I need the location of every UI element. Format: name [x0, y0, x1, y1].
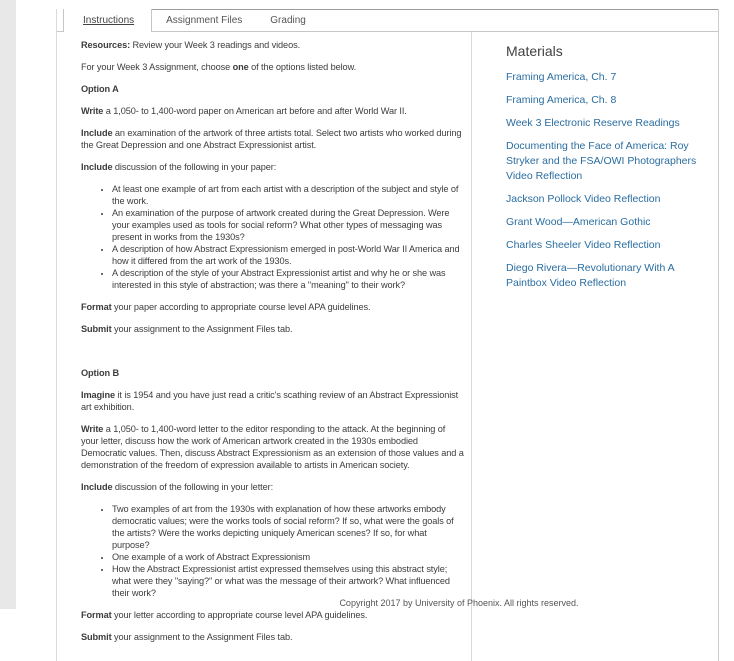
format-text: your paper according to appropriate course level APA guidelines. — [111, 302, 371, 312]
option-a-heading: Option A — [81, 84, 119, 94]
option-b-submit-paragraph — [81, 631, 465, 643]
option-b-imagine-paragraph — [81, 389, 465, 413]
include-text: discussion of the following in your letter: — [112, 482, 274, 492]
material-link-week-3-electronic-reserve-readings[interactable]: Week 3 Electronic Reserve Readings — [506, 117, 680, 129]
imagine-text: it is 1954 and you have just read a critic's scathing review of an Abstract Expressionist art exhibition. — [81, 390, 459, 412]
bullet-item: • At least one example of art from each artist with a description of the subject and style of the work. — [112, 183, 465, 207]
option-b-format-paragraph — [81, 609, 465, 621]
intro-post: of the options listed below. — [248, 62, 357, 72]
resources-paragraph — [81, 39, 465, 51]
format-label: Format — [81, 610, 112, 620]
material-link-grant-wood-american-gothic[interactable]: Grant Wood—American Gothic — [506, 216, 651, 228]
submit-text: your assignment to the Assignment Files tab. — [111, 632, 293, 642]
material-link-documenting-the-face-of-america[interactable]: Documenting the Face of America: Roy Stryker and the FSA/OWI Photographers Video Reflection — [506, 140, 697, 182]
option-b-heading: Option B — [81, 368, 119, 378]
materials-heading: Materials — [506, 43, 563, 59]
intro-bold: one — [232, 62, 249, 72]
option-a-bullet-list — [81, 183, 465, 291]
resources-label: Resources: — [81, 40, 131, 50]
left-gutter — [0, 0, 16, 609]
write-text: a 1,050- to 1,400-word letter to the editor responding to the attack. At the beginning of your letter, discuss how the work of American artwork created in the 1930s embodied Democratic values. Then, discuss Abstract Expressionism as an extension of those values and a demonstration of the freedom of expression available to artists in American society. — [81, 424, 464, 470]
bullet-item: • One example of a work of Abstract Expressionism — [112, 551, 465, 563]
imagine-label: Imagine — [81, 390, 116, 400]
bullet-item: • A description of the style of your Abstract Expressionist artist and why he or she was interested in this style of abstraction; was there a "meaning" to their work? — [112, 267, 465, 291]
include-text: an examination of the artwork of three artists total. Select two artists who worked during the Great Depression and one Abstract Expressionist artist. — [81, 128, 462, 150]
material-link-framing-america-ch-8[interactable]: Framing America, Ch. 8 — [506, 94, 617, 106]
write-label: Write — [81, 106, 104, 116]
include-label: Include — [81, 482, 113, 492]
resources-text: Review your Week 3 readings and videos. — [130, 40, 301, 50]
bullet-item: • A description of how Abstract Expressionism emerged in post-World War II America and how it differed from the art work of the 1930s. — [112, 243, 465, 267]
submit-label: Submit — [81, 632, 112, 642]
option-b-write-paragraph — [81, 423, 465, 471]
tab-grading-label: Grading — [270, 15, 306, 26]
bullet-item: • Two examples of art from the 1930s with explanation of how these artworks embody democratic values; were the works tools of social reform? If so, what were the goals of the artists? Were the works depicting uniquely American scenes? If so, for what purpose? — [112, 503, 465, 551]
material-link-jackson-pollock-video-reflection[interactable]: Jackson Pollock Video Reflection — [506, 193, 661, 205]
submit-label: Submit — [81, 324, 112, 334]
bullet-item: • An examination of the purpose of artwork created during the Great Depression. Were your examples used as tools for social reform? What other types of messaging was present in works from the 1930s? — [112, 207, 465, 243]
write-label: Write — [81, 424, 104, 434]
instructions-content — [57, 32, 472, 661]
option-a-include2-paragraph — [81, 161, 465, 173]
content-columns — [57, 32, 718, 661]
materials-panel — [472, 32, 718, 661]
tab-bar — [57, 9, 718, 32]
include-text: discussion of the following in your paper: — [112, 162, 277, 172]
tab-grading[interactable] — [256, 9, 320, 31]
option-a-write-paragraph — [81, 105, 465, 117]
option-a-format-paragraph — [81, 301, 465, 313]
option-b-bullet-list — [81, 503, 465, 599]
assignment-page — [56, 9, 719, 661]
format-text: your letter according to appropriate course level APA guidelines. — [111, 610, 368, 620]
option-a-submit-paragraph — [81, 323, 465, 335]
material-link-framing-america-ch-7[interactable]: Framing America, Ch. 7 — [506, 71, 617, 83]
tab-instructions[interactable] — [63, 9, 152, 32]
intro-pre: For your Week 3 Assignment, choose — [81, 62, 233, 72]
write-text: a 1,050- to 1,400-word paper on American art before and after World War II. — [103, 106, 407, 116]
bullet-item: • How the Abstract Expressionist artist expressed themselves using this abstract style; what were they "saying?" or what was the message of their artwork? What influenced their work? — [112, 563, 465, 599]
option-b-include-paragraph — [81, 481, 465, 493]
material-link-diego-rivera-video-reflection[interactable]: Diego Rivera—Revolutionary With A Paintbox Video Reflection — [506, 262, 675, 289]
option-a-include1-paragraph — [81, 127, 465, 151]
include-label: Include — [81, 162, 113, 172]
intro-paragraph — [81, 61, 465, 73]
tab-assignment-files[interactable] — [152, 9, 256, 31]
tab-assignment-files-label: Assignment Files — [166, 15, 243, 26]
tab-instructions-label: Instructions — [83, 15, 135, 26]
include-label: Include — [81, 128, 113, 138]
material-link-charles-sheeler-video-reflection[interactable]: Charles Sheeler Video Reflection — [506, 239, 661, 251]
submit-text: your assignment to the Assignment Files tab. — [111, 324, 293, 334]
format-label: Format — [81, 302, 112, 312]
footer-copyright: Copyright 2017 by University of Phoenix. All rights reserved. — [339, 598, 579, 608]
